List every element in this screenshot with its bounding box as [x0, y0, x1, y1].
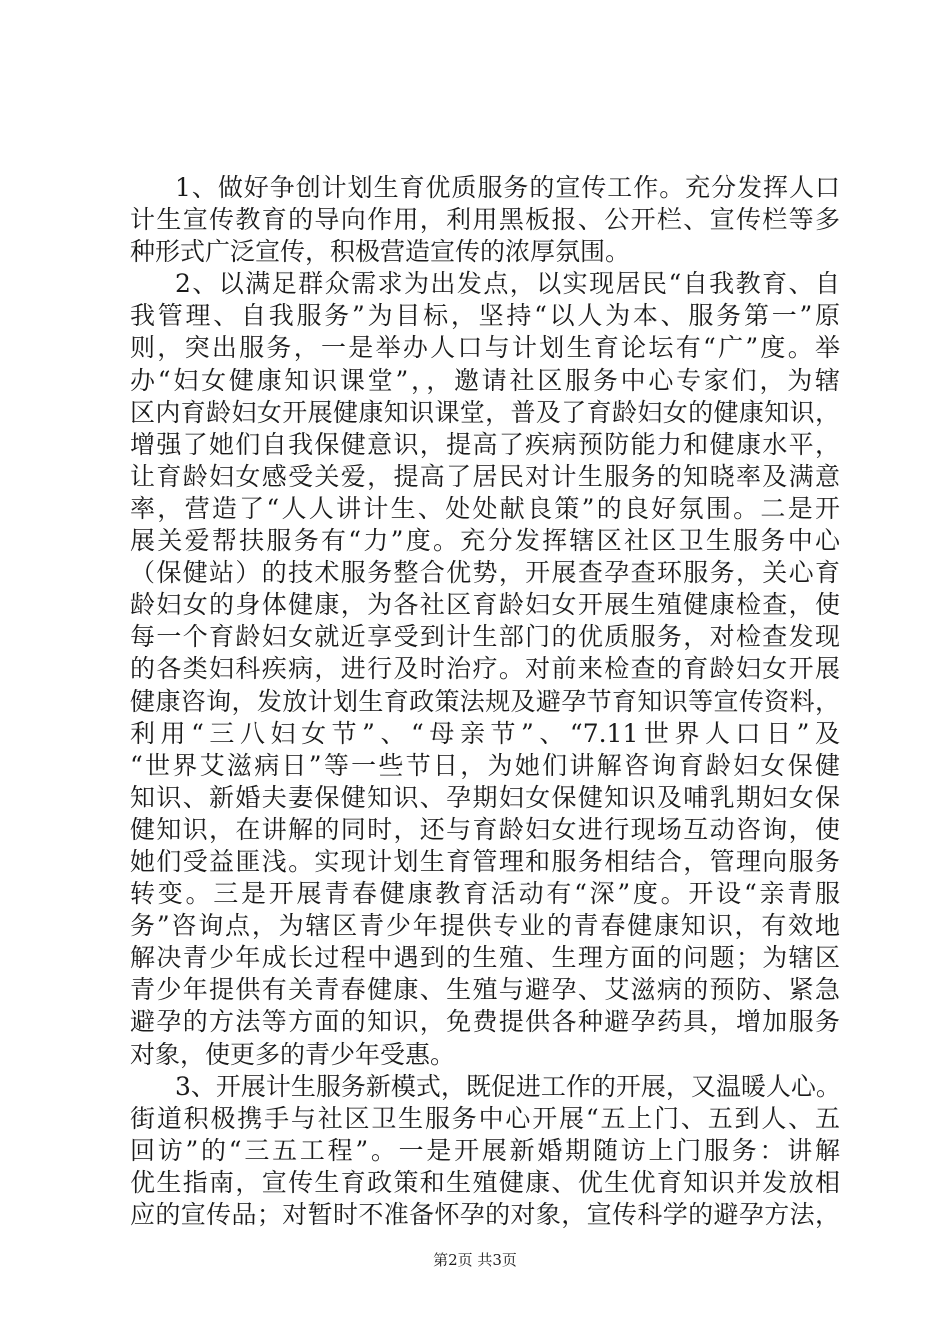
paragraph-2-line-24: 避孕的方法等方面的知识，免费提供各种避孕药具，增加服务 — [130, 1007, 840, 1037]
paragraph-3-line-1: 3、开展计生服务新模式，既促进工作的开展，又温暖人心。 — [175, 1071, 841, 1101]
paragraph-2-line-23: 青少年提供有关青春健康、生殖与避孕、艾滋病的预防、紧急 — [130, 975, 840, 1005]
paragraph-1-line-2: 计生宣传教育的导向作用，利用黑板报、公开栏、宣传栏等多 — [130, 205, 840, 235]
paragraph-2-line-3: 则，突出服务，一是举办人口与计划生育论坛有“广”度。举 — [130, 333, 840, 363]
paragraph-2-line-11: 龄妇女的身体健康，为各社区育龄妇女开展生殖健康检查，使 — [130, 590, 840, 620]
paragraph-2-line-14: 健康咨询，发放计划生育政策法规及避孕节育知识等宣传资料， — [130, 686, 840, 716]
page-number-label: 第2页 共3页 — [433, 1251, 517, 1269]
paragraph-2-line-7: 让育龄妇女感受关爱，提高了居民对计生服务的知晓率及满意 — [130, 461, 840, 491]
paragraph-2-line-2: 我管理、自我服务”为目标，坚持“以人为本、服务第一”原 — [130, 301, 840, 331]
paragraph-2-line-13: 的各类妇科疾病，进行及时治疗。对前来检查的育龄妇女开展 — [130, 654, 840, 684]
paragraph-2-line-19: 她们受益匪浅。实现计划生育管理和服务相结合，管理向服务 — [130, 846, 840, 876]
page-footer — [0, 1249, 950, 1270]
paragraph-3-line-4: 优生指南，宣传生育政策和生殖健康、优生优育知识并发放相 — [130, 1167, 840, 1197]
paragraph-3-line-2: 街道积极携手与社区卫生服务中心开展“五上门、五到人、五 — [130, 1103, 840, 1133]
paragraph-2-line-1: 2、以满足群众需求为出发点，以实现居民“自我教育、自 — [175, 269, 840, 299]
paragraph-2-line-6: 增强了她们自我保健意识，提高了疾病预防能力和健康水平， — [130, 429, 840, 459]
paragraph-1-line-3: 种形式广泛宣传，积极营造宣传的浓厚氛围。 — [130, 237, 631, 267]
paragraph-2-line-5: 区内育龄妇女开展健康知识课堂，普及了育龄妇女的健康知识， — [130, 397, 840, 427]
document-body — [130, 172, 840, 1231]
paragraph-2-line-18: 健知识，在讲解的同时，还与育龄妇女进行现场互动咨询，使 — [130, 814, 840, 844]
paragraph-2-line-9: 展关爱帮扶服务有“力”度。充分发挥辖区社区卫生服务中心 — [130, 526, 840, 556]
paragraph-2-line-21: 务”咨询点，为辖区青少年提供专业的青春健康知识，有效地 — [130, 911, 840, 941]
paragraph-2-line-17: 知识、新婚夫妻保健知识、孕期妇女保健知识及哺乳期妇女保 — [130, 782, 840, 812]
paragraph-2-line-10: （保健站）的技术服务整合优势，开展查孕查环服务，关心育 — [130, 558, 840, 588]
paragraph-3-line-5: 应的宣传品；对暂时不准备怀孕的对象，宣传科学的避孕方法， — [130, 1200, 840, 1229]
paragraph-2-line-12: 每一个育龄妇女就近享受到计生部门的优质服务，对检查发现 — [130, 622, 840, 652]
paragraph-2-line-25: 对象，使更多的青少年受惠。 — [130, 1039, 456, 1069]
paragraph-2-line-20: 转变。三是开展青春健康教育活动有“深”度。开设“亲青服 — [130, 879, 840, 909]
paragraph-2-line-15: 利用“三八妇女节”、“母亲节”、“7.11世界人口日”及 — [130, 718, 840, 748]
paragraph-3-line-3: 回访”的“三五工程”。一是开展新婚期随访上门服务：讲解 — [130, 1135, 840, 1165]
paragraph-2-line-8: 率，营造了“人人讲计生、处处献良策”的良好氛围。二是开 — [130, 493, 840, 523]
paragraph-2-line-22: 解决青少年成长过程中遇到的生殖、生理方面的问题；为辖区 — [130, 943, 840, 973]
paragraph-1-line-1: 1、做好争创计划生育优质服务的宣传工作。充分发挥人口 — [175, 173, 840, 202]
paragraph-2-line-16: “世界艾滋病日”等一些节日，为她们讲解咨询育龄妇女保健 — [130, 750, 840, 780]
paragraph-2-line-4: 办“妇女健康知识课堂”，，邀请社区服务中心专家们，为辖 — [130, 365, 840, 395]
